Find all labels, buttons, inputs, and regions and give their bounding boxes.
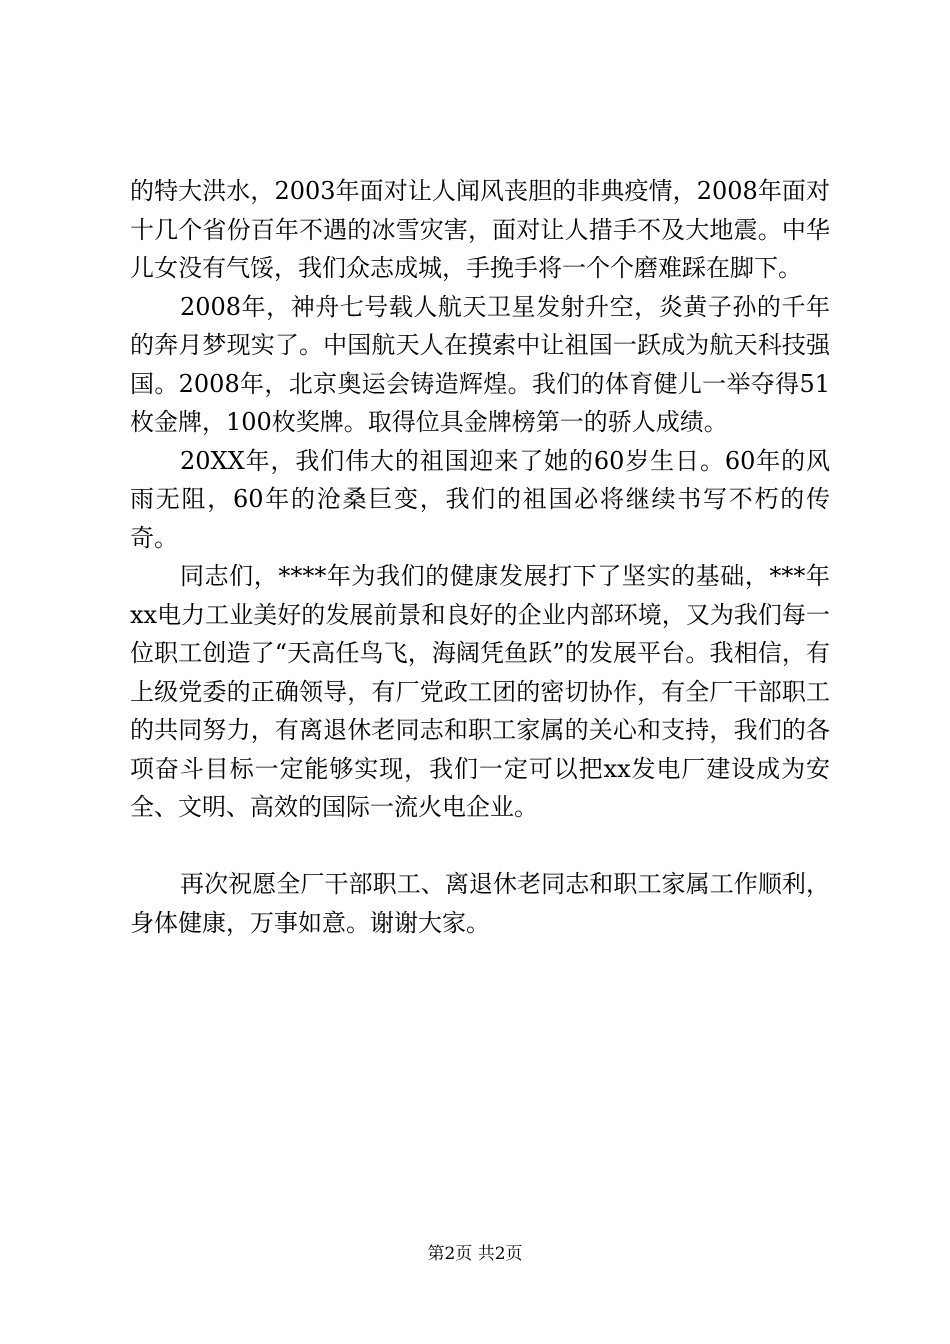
paragraph-comrades: 同志们，****年为我们的健康发展打下了坚实的基础，***年xx电力工业美好的发展前景和良好的企业内部环境，又为我们每一位职工创造了“天高任鸟飞，海阔凭鱼跃”的发展平台。我相信，有上级党委的正确领导，有厂党政工团的密切协作，有全厂干部职工的共同努力，有离退休老同志和职工家属的关心和支持，我们的各项奋斗目标一定能够实现，我们一定可以把xx发电厂建设成为安全、文明、高效的国际一流火电企业。: [130, 562, 830, 821]
paragraph-closing-wishes: 再次祝愿全厂干部职工、离退休老同志和职工家属工作顺利，身体健康，万事如意。谢谢大家。: [130, 870, 830, 937]
paragraph-60th-anniversary: 20XX年，我们伟大的祖国迎来了她的60岁生日。60年的风雨无阻，60年的沧桑巨变，我们的祖国必将继续书写不朽的传奇。: [130, 446, 830, 552]
page-number-footer: 第2页 共2页: [427, 1244, 523, 1264]
document-body: [130, 172, 830, 942]
paragraph-disasters: 的特大洪水，2003年面对让人闻风丧胆的非典疫情，2008年面对十几个省份百年不遇的冰雪灾害，面对让人措手不及大地震。中华儿女没有气馁，我们众志成城，手挽手将一个个磨难踩在脚下。: [130, 177, 830, 282]
paragraph-space-olympics: 2008年，神舟七号载人航天卫星发射升空，炎黄子孙的千年的奔月梦现实了。中国航天人在摸索中让祖国一跃成为航天科技强国。2008年，北京奥运会铸造辉煌。我们的体育健儿一举夺得51枚金牌，100枚奖牌。取得位具金牌榜第一的骄人成绩。: [130, 292, 830, 436]
paragraph-spacer: [130, 827, 830, 866]
